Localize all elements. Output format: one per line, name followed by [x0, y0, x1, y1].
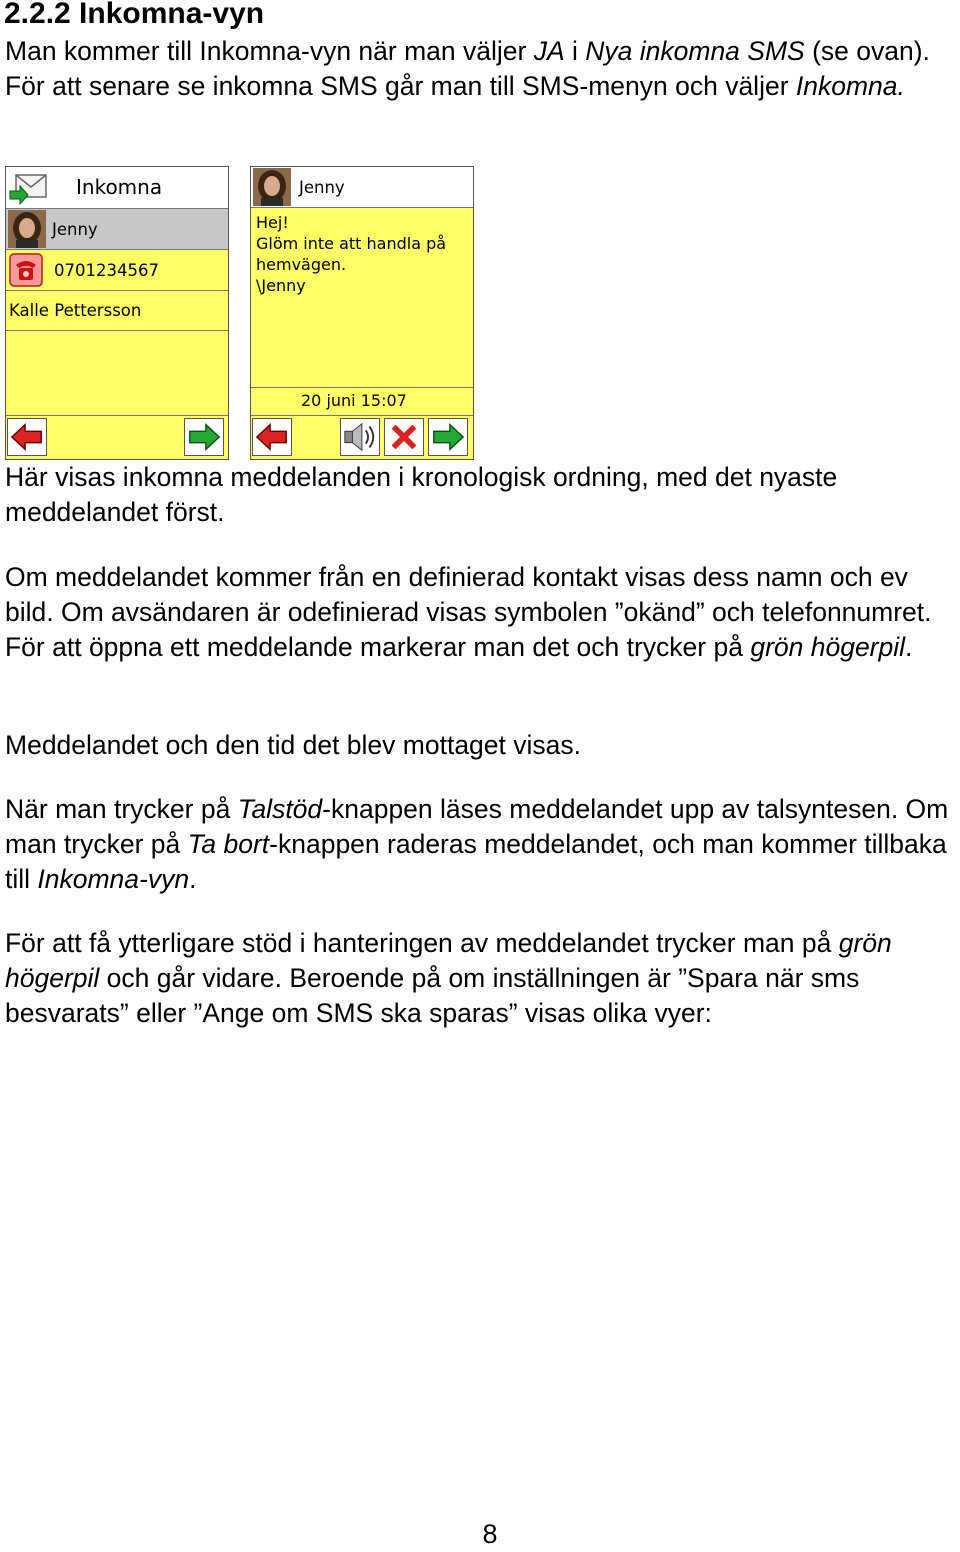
- emphasis-green-right-arrow: grön högerpil: [5, 928, 892, 993]
- emphasis-green-right-arrow: grön högerpil: [750, 632, 906, 662]
- intro-emphasis-inkomna: Inkomna.: [795, 71, 905, 101]
- intro-text-2: i: [564, 36, 586, 66]
- forward-button[interactable]: [184, 418, 224, 456]
- message-body: [256, 212, 446, 296]
- avatar: [253, 168, 291, 206]
- intro-text-1: Man kommer till Inkomna-vyn när man väljer: [5, 36, 534, 66]
- emphasis-talstod: Talstöd: [237, 794, 323, 824]
- intro-emphasis-nya-inkomna: Nya inkomna SMS: [585, 36, 805, 66]
- support-text-1: För att få ytterligare stöd i hanteringen av meddelandet trycker man på: [5, 928, 839, 958]
- inbox-item-kalle[interactable]: [6, 291, 228, 331]
- buttons-text-2: -knappen läses meddelandet upp av talsyntesen. Om man trycker på: [5, 794, 949, 859]
- message-line: hemvägen.: [256, 255, 347, 274]
- avatar: [8, 210, 46, 248]
- message-sender: Jenny: [299, 178, 345, 197]
- red-left-arrow-icon: [253, 419, 291, 455]
- page-number: 8: [482, 1519, 498, 1549]
- message-screen: [250, 166, 474, 460]
- paragraph-further-support: [5, 926, 960, 1031]
- inbox-item-name: Kalle Pettersson: [9, 301, 142, 320]
- envelope-arrow-icon: [8, 171, 48, 205]
- delete-button[interactable]: [384, 418, 424, 456]
- inbox-title: Inkomna: [76, 175, 163, 199]
- inbox-item-number[interactable]: [6, 250, 228, 291]
- inbox-header: [6, 167, 228, 209]
- green-right-arrow-icon: [429, 419, 467, 455]
- buttons-text-3: -knappen raderas meddelandet, och man kommer tillbaka till: [5, 829, 947, 894]
- message-header: [251, 167, 473, 208]
- contact-text-1: Om meddelandet kommer från en definierad kontakt visas dess namn och ev bild. Om avsändaren är odefinierad visas symbolen ”okänd” och telefonnumret. För att öppna ett meddelande markerar man det och trycker på: [5, 562, 932, 662]
- message-toolbar: [251, 415, 473, 459]
- speech-button[interactable]: [340, 418, 380, 456]
- inbox-toolbar: [6, 415, 228, 459]
- back-button[interactable]: [252, 418, 292, 456]
- inbox-item-jenny[interactable]: [6, 209, 228, 250]
- message-timestamp-row: [251, 387, 473, 414]
- red-x-icon: [385, 419, 423, 455]
- speaker-icon: [341, 419, 379, 455]
- message-line: Glöm inte att handla på: [256, 234, 447, 253]
- paragraph-received-time: Meddelandet och den tid det blev mottaget visas.: [5, 730, 581, 760]
- message-line: \Jenny: [256, 276, 306, 295]
- message-line: Hej!: [256, 213, 289, 232]
- support-text-2: och går vidare. Beroende på om inställningen är ”Spara när sms besvarats” eller ”Ange om SMS ska sparas” visas olika vyer:: [5, 963, 860, 1028]
- emphasis-ta-bort: Ta bort: [187, 829, 270, 859]
- red-left-arrow-icon: [8, 419, 46, 455]
- forward-button[interactable]: [428, 418, 468, 456]
- back-button[interactable]: [7, 418, 47, 456]
- intro-paragraph: [5, 34, 960, 104]
- intro-emphasis-ja: JA: [533, 36, 565, 66]
- intro-text-3: (se ovan). För att senare se inkomna SMS går man till SMS-menyn och väljer: [5, 36, 930, 101]
- contact-text-2: .: [905, 632, 913, 662]
- emphasis-inkomna-vyn: Inkomna-vyn: [37, 864, 190, 894]
- phone-icon: [9, 253, 43, 291]
- buttons-text-1: När man trycker på: [5, 794, 238, 824]
- buttons-text-4: .: [189, 864, 197, 894]
- paragraph-contact-info: [5, 560, 960, 665]
- paragraph-chronological: Här visas inkomna meddelanden i kronologisk ordning, med det nyaste meddelandet först.: [5, 462, 838, 527]
- paragraph-buttons: [5, 792, 960, 897]
- message-timestamp: 20 juni 15:07: [301, 391, 407, 410]
- green-right-arrow-icon: [185, 419, 223, 455]
- inbox-item-phone-number: 0701234567: [54, 261, 159, 280]
- inbox-screen: [5, 166, 229, 460]
- section-heading: 2.2.2 Inkomna-vyn: [4, 0, 265, 30]
- inbox-item-name: Jenny: [52, 220, 98, 239]
